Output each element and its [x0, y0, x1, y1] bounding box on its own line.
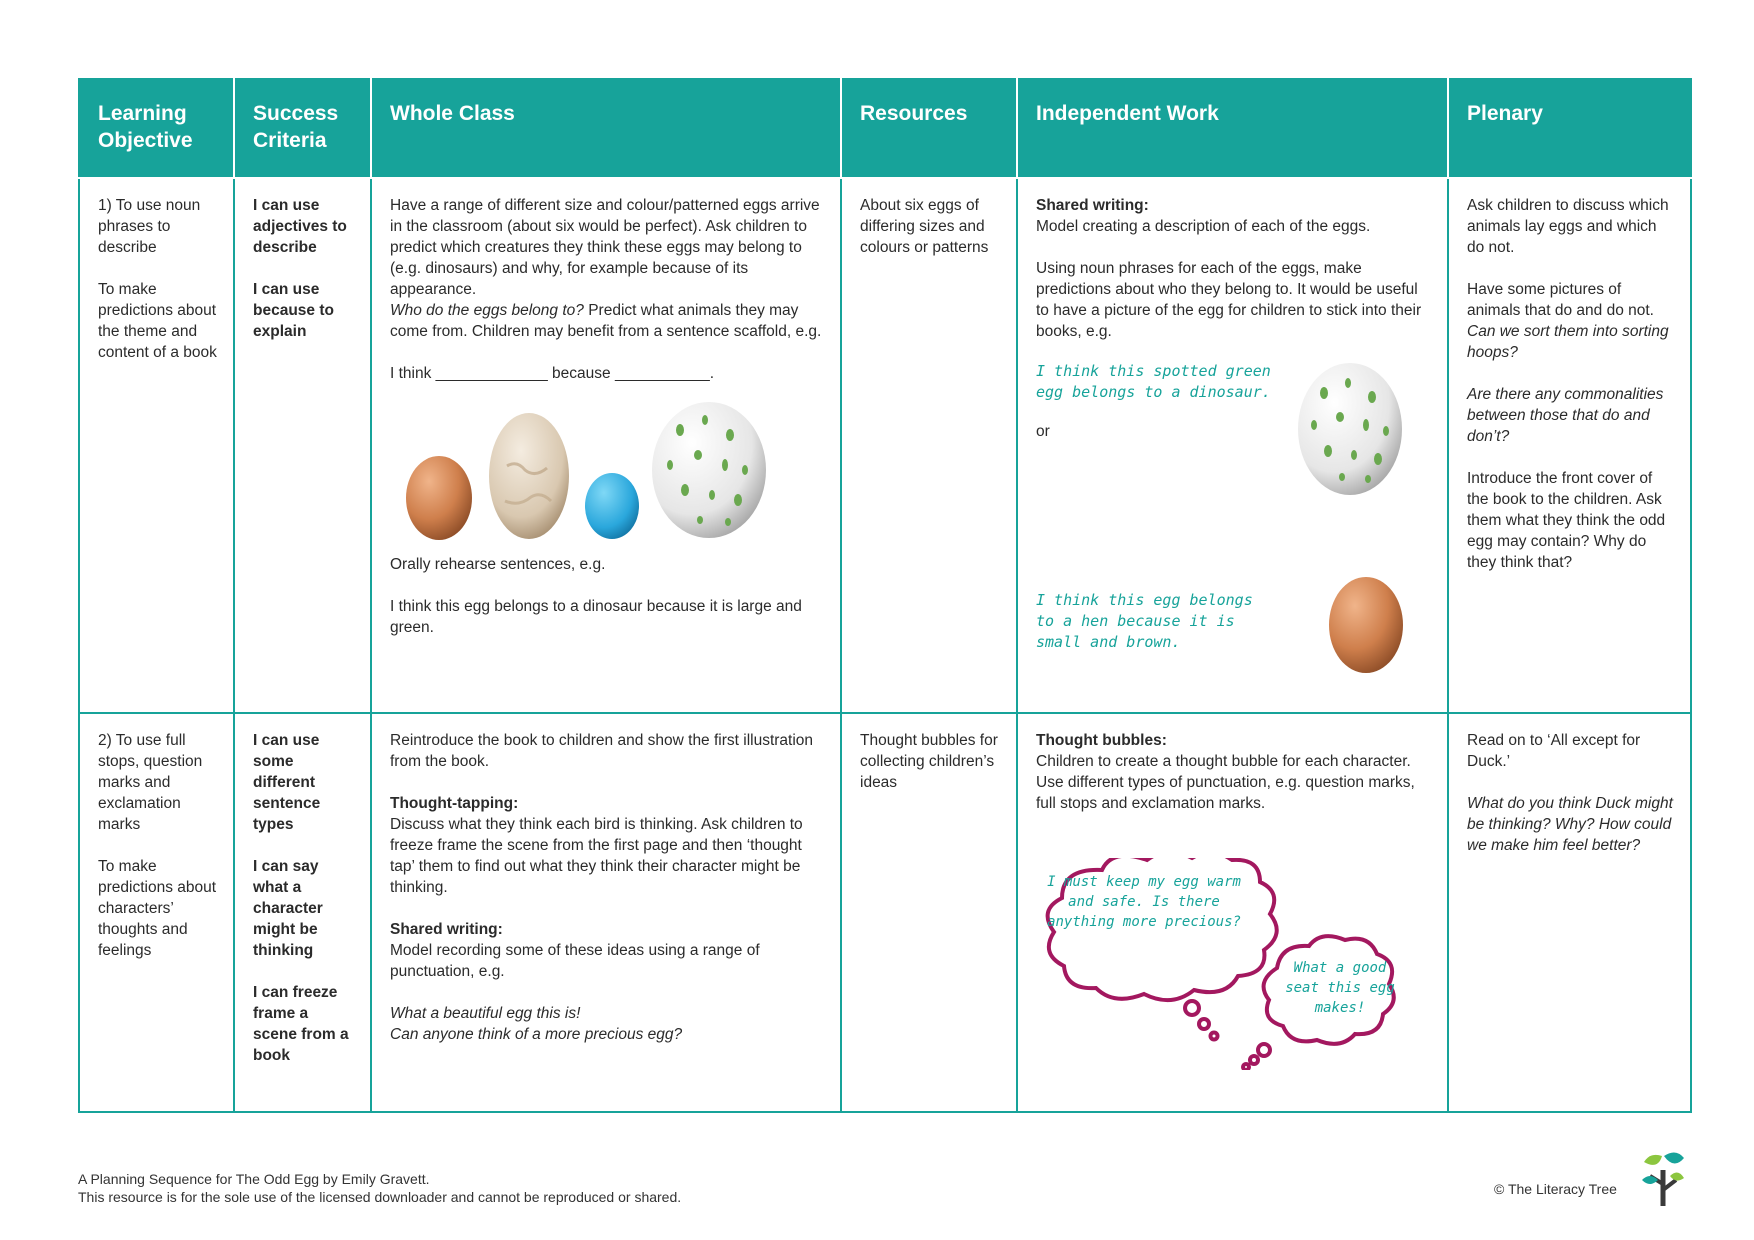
or-text: or: [1036, 423, 1050, 440]
question-text: Who do the eggs belong to?: [390, 302, 584, 319]
objective-cell: [79, 713, 234, 1112]
header-row: [79, 79, 1691, 178]
header-success-criteria: Success Criteria: [234, 79, 371, 178]
handwritten-example-hen: I think this egg belongs to a hen because it is small and brown.: [1036, 591, 1253, 651]
brown-egg-image: [404, 448, 474, 540]
plenary-cell: [1448, 713, 1691, 1112]
thought-tapping-heading: Thought-tapping:: [390, 795, 519, 812]
independent-para: Using noun phrases for each of the eggs, make predictions about who they belong to. It would be useful to have a picture of the egg for children to stick into their books, e.g.: [1036, 260, 1422, 340]
header-resources: Resources: [841, 79, 1017, 178]
plenary-question: What do you think Duck might be thinking? Why? How could we make him feel better?: [1467, 795, 1673, 854]
header-plenary: Plenary: [1448, 79, 1691, 178]
planning-table: [78, 78, 1692, 1113]
whole-class-text: Discuss what they think each bird is thinking. Ask children to freeze frame the scene from the first page and then ‘thought tap’ them to find out what they think their character might be thinking.: [390, 816, 803, 896]
resources-cell: Thought bubbles for collecting children’s ideas: [841, 713, 1017, 1112]
independent-work-cell: [1017, 713, 1448, 1112]
footer-title: A Planning Sequence for The Odd Egg by Emily Gravett.: [78, 1171, 430, 1187]
shared-writing-heading: Shared writing:: [390, 921, 503, 938]
thought-bubble-text: I must keep my egg warm and safe. Is there anything more precious?: [1047, 874, 1241, 930]
criteria-text: I can use some different sentence types: [253, 732, 321, 833]
example-sentence: I think this egg belongs to a dinosaur because it is large and green.: [390, 598, 802, 636]
independent-heading: Thought bubbles:: [1036, 732, 1167, 749]
objective-text: 2) To use full stops, question marks and exclamation marks: [98, 732, 203, 833]
footer-notice: [78, 1170, 681, 1206]
independent-heading: Shared writing:: [1036, 197, 1149, 214]
footer-license: This resource is for the sole use of the licensed downloader and cannot be reproduced or shared.: [78, 1189, 682, 1205]
whole-class-cell: [371, 178, 841, 713]
eggs-illustration: [390, 390, 824, 540]
plenary-text: [1467, 279, 1674, 363]
objective-cell: [79, 178, 234, 713]
independent-line: Children to create a thought bubble for each character.: [1036, 753, 1411, 770]
plenary-text: Ask children to discuss which animals lay eggs and which do not.: [1467, 197, 1669, 256]
objective-text: 1) To use noun phrases to describe: [98, 197, 201, 256]
example-sentence: Can anyone think of a more precious egg?: [390, 1026, 683, 1043]
independent-line: Model creating a description of each of the eggs.: [1036, 218, 1371, 235]
rehearse-text: Orally rehearse sentences, e.g.: [390, 556, 606, 573]
question-rest: Predict what animals they may come from. Children may benefit from a sentence scaffold, e.g.: [390, 302, 822, 340]
criteria-text: I can use adjectives to describe: [253, 197, 347, 256]
whole-class-intro: Have a range of different size and colour/patterned eggs arrive in the classroom (about six would be perfect). Ask children to predict which creatures they think these eggs may belong to (e.g. dinosaurs) and why, for example because of its appearance.: [390, 197, 820, 298]
table-row: [79, 178, 1691, 713]
plenary-question: Can we sort them into sorting hoops?: [1467, 323, 1669, 361]
sentence-scaffold: I think _____________ because ___________.: [390, 365, 715, 382]
plenary-text-plain: Have some pictures of animals that do and do not.: [1467, 281, 1654, 319]
plenary-question: Are there any commonalities between those that do and don’t?: [1467, 386, 1664, 445]
criteria-cell: [234, 713, 371, 1112]
objective-text: To make predictions about the theme and content of a book: [98, 281, 217, 361]
thought-bubble-text: What a good seat this egg makes!: [1285, 960, 1395, 1016]
whole-class-cell: [371, 713, 841, 1112]
example-sentence: What a beautiful egg this is!: [390, 1005, 581, 1022]
objective-text: To make predictions about characters’ thoughts and feelings: [98, 858, 217, 959]
independent-work-cell: [1017, 178, 1448, 713]
plenary-text: Read on to ‘All except for Duck.’: [1467, 732, 1641, 770]
whole-class-text: Reintroduce the book to children and show the first illustration from the book.: [390, 732, 814, 770]
handwritten-example-dinosaur: I think this spotted green egg belongs to a dinosaur.: [1036, 362, 1271, 401]
criteria-text: I can freeze frame a scene from a book: [253, 984, 349, 1064]
header-independent-work: Independent Work: [1017, 79, 1448, 178]
criteria-text: I can use because to explain: [253, 281, 334, 340]
spotted-green-egg-image: [650, 390, 768, 540]
resources-cell: About six eggs of differing sizes and colours or patterns: [841, 178, 1017, 713]
table-row: [79, 713, 1691, 1112]
criteria-cell: [234, 178, 371, 713]
criteria-text: I can say what a character might be thinking: [253, 858, 323, 959]
literacy-tree-logo: [1640, 1150, 1686, 1208]
header-whole-class: Whole Class: [371, 79, 841, 178]
plenary-text: Introduce the front cover of the book to the children. Ask them what they think the odd egg may contain? Why do they think that?: [1467, 470, 1666, 571]
independent-line: Use different types of punctuation, e.g. question marks, full stops and exclamation marks.: [1036, 774, 1415, 812]
speckled-cream-egg-image: [487, 406, 571, 540]
whole-class-text: Model recording some of these ideas using a range of punctuation, e.g.: [390, 942, 760, 980]
plenary-cell: [1448, 178, 1691, 713]
header-learning-objective: Learning Objective: [79, 79, 234, 178]
whole-class-question-para: [390, 300, 824, 342]
spotted-green-egg-image: [1296, 355, 1404, 497]
copyright-text: © The Literacy Tree: [1494, 1181, 1617, 1197]
blue-egg-image: [584, 468, 640, 540]
brown-egg-image: [1326, 573, 1406, 675]
